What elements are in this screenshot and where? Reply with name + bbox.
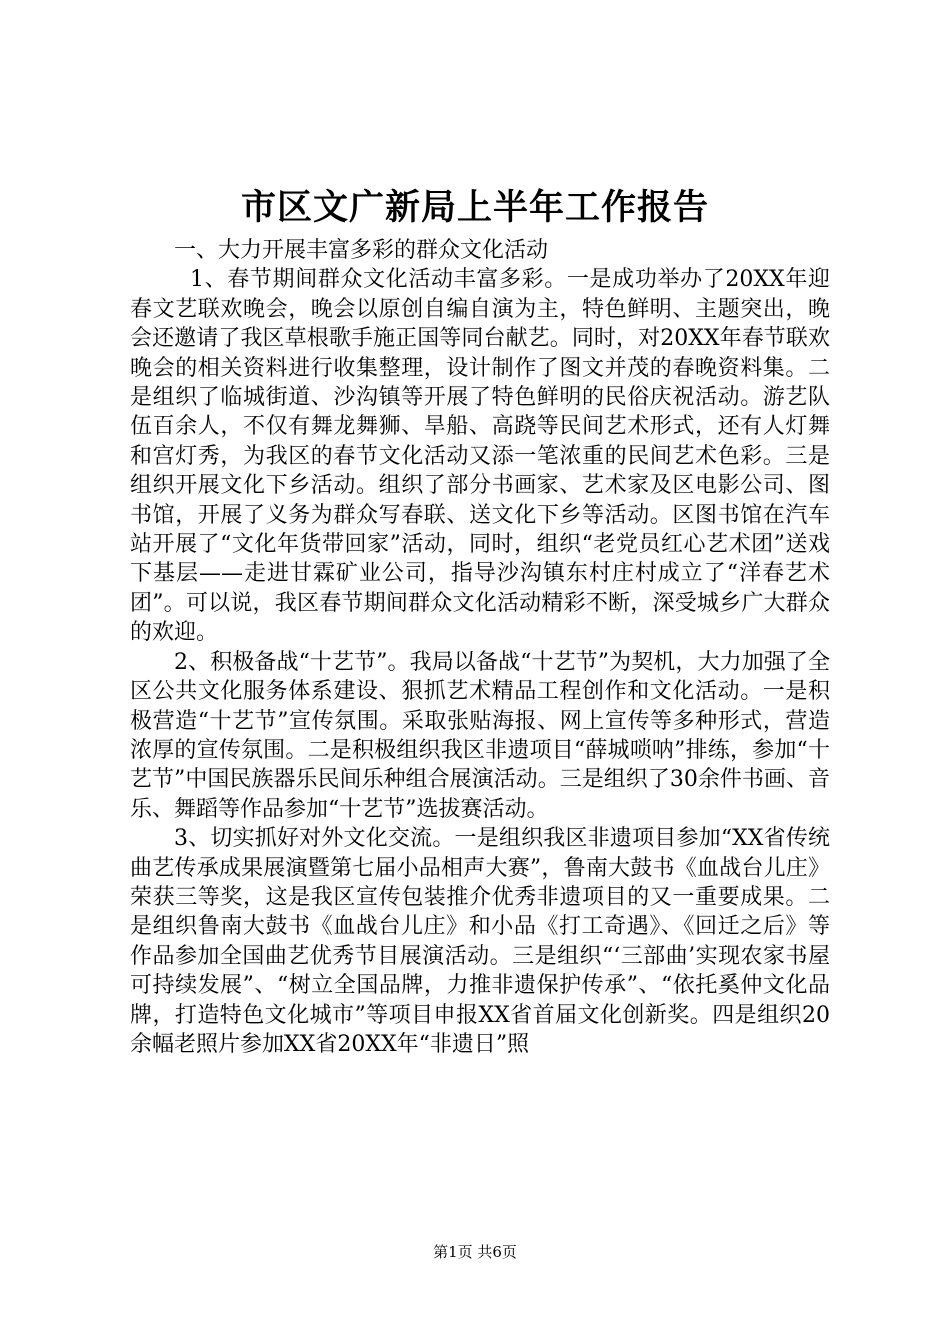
section-heading: 一、大力开展丰富多彩的群众文化活动 — [174, 238, 549, 263]
paragraph-1: 1、春节期间群众文化活动丰富多彩。一是成功举办了20XX年迎春文艺联欢晚会，晚会以原创自编自演为主，特色鲜明、主题突出，晚会还邀请了我区草根歌手施正国等同台献艺。同时，对20XX年春节联欢晚会的相关资料进行收集整理，设计制作了图文并茂的春晚资料集。二是组织了临城街道、沙沟镇等开展了特色鲜明的民俗庆祝活动。游艺队伍百余人，不仅有舞龙舞狮、旱船、高跷等民间艺术形式，还有人灯舞和宫灯秀，为我区的春节文化活动又添一笔浓重的民间艺术色彩。三是组织开展文化下乡活动。组织了部分书画家、艺术家及区电影公司、图书馆，开展了义务为群众写春联、送文化下乡等活动。区图书馆在汽车站开展了“文化年货带回家”活动，同时，组织“老党员红心艺术团”送戏下基层——走进甘霖矿业公司，指导沙沟镇东村庄村成立了“洋春艺术团”。可以说，我区春节期间群众文化活动精彩不断，深受城乡广大群众的欢迎。 — [130, 267, 830, 646]
document-body — [130, 236, 830, 1059]
page-footer: 第1页 共6页 — [433, 1243, 517, 1261]
document-title: 市区文广新局上半年工作报告 — [240, 187, 709, 228]
paragraph-3: 3、切实抓好对外文化交流。一是组织我区非遗项目参加“XX省传统曲艺传承成果展演暨第七届小品相声大赛”，鲁南大鼓书《血战台儿庄》荣获三等奖，这是我区宣传包装推介优秀非遗项目的又一重要成果。二是组织鲁南大鼓书《血战台儿庄》和小品《打工奇遇》、《回迁之后》等作品参加全国曲艺优秀节目展演活动。三是组织“‘三部曲’实现农家书屋可持续发展”、“树立全国品牌，力推非遗保护传承”、“依托奚仲文化品牌，打造特色文化城市”等项目申报XX省首届文化创新奖。四是组织20余幅老照片参加XX省20XX年“非遗日”照 — [130, 826, 830, 1057]
paragraph-2: 2、积极备战“十艺节”。我局以备战“十艺节”为契机，大力加强了全区公共文化服务体系建设、狠抓艺术精品工程创作和文化活动。一是积极营造“十艺节”宣传氛围。采取张贴海报、网上宣传等多种形式，营造浓厚的宣传氛围。二是积极组织我区非遗项目“薛城唢呐”排练，参加“十艺节”中国民族器乐民间乐种组合展演活动。三是组织了30余件书画、音乐、舞蹈等作品参加“十艺节”选拔赛活动。 — [130, 649, 830, 822]
